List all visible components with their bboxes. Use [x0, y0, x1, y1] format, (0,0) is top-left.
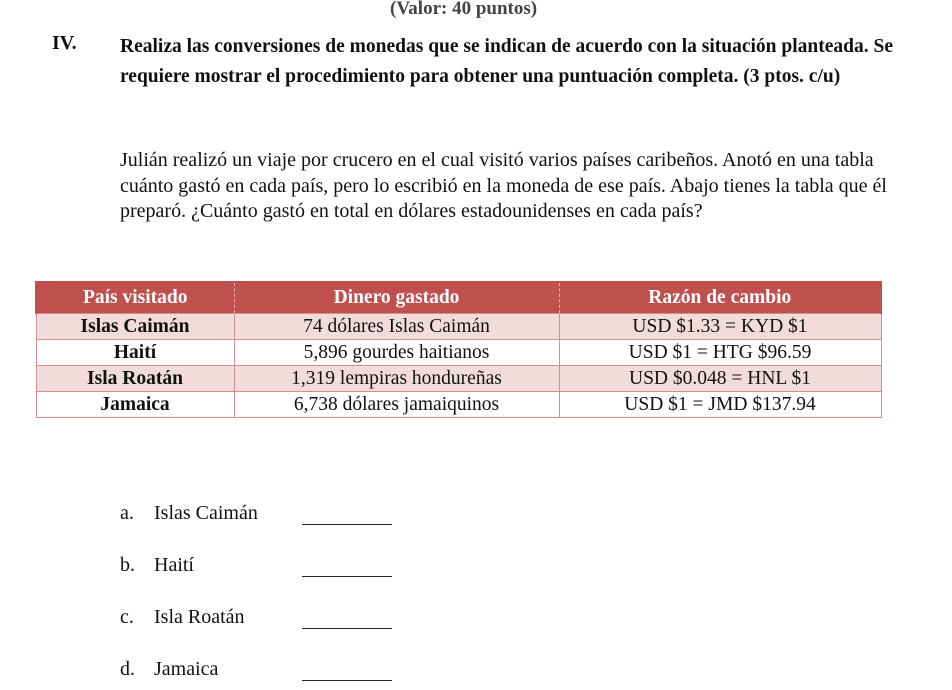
- points-value: (Valor: 40 puntos): [390, 0, 538, 19]
- spent-cell: 1,319 lempiras hondureñas: [234, 366, 559, 392]
- answer-label: Jamaica: [154, 658, 219, 680]
- answer-blank-line[interactable]: [302, 606, 392, 629]
- section-instructions: Realiza las conversiones de monedas que se indican de acuerdo con la situación planteada. Se requiere mostrar el procedimiento para obtener una puntuación completa. (3 ptos. c/u): [120, 36, 893, 87]
- table-row: [36, 340, 881, 366]
- column-header-country: País visitado: [36, 282, 234, 314]
- answer-blank-line[interactable]: [302, 502, 392, 525]
- answer-letter: c.: [120, 606, 134, 628]
- answer-item: [120, 658, 420, 684]
- answer-blank-line[interactable]: [302, 658, 392, 681]
- column-header-rate: Razón de cambio: [559, 282, 881, 314]
- table-row: [36, 314, 881, 340]
- answer-item: [120, 606, 420, 632]
- country-cell: Haití: [36, 340, 234, 366]
- spent-cell: 5,896 gourdes haitianos: [234, 340, 559, 366]
- section-number: IV.: [52, 32, 77, 54]
- country-cell: Islas Caimán: [36, 314, 234, 340]
- answer-letter: a.: [120, 502, 134, 524]
- table-row: [36, 392, 881, 418]
- rate-cell: USD $0.048 = HNL $1: [559, 366, 881, 392]
- table-header-row: [36, 282, 881, 314]
- answer-item: [120, 502, 420, 528]
- answer-label: Islas Caimán: [154, 502, 258, 524]
- country-cell: Jamaica: [36, 392, 234, 418]
- rate-cell: USD $1 = HTG $96.59: [559, 340, 881, 366]
- answer-letter: d.: [120, 658, 135, 680]
- answer-letter: b.: [120, 554, 135, 576]
- spent-cell: 74 dólares Islas Caimán: [234, 314, 559, 340]
- rate-cell: USD $1.33 = KYD $1: [559, 314, 881, 340]
- answer-item: [120, 554, 420, 580]
- column-header-spent: Dinero gastado: [234, 282, 559, 314]
- answer-label: Haití: [154, 554, 194, 576]
- problem-scenario: Julián realizó un viaje por crucero en el cual visitó varios países caribeños. Anotó en una tabla cuánto gastó en cada país, pero lo escribió en la moneda de ese país. Abajo tienes la tabla que él preparó. ¿Cuánto gastó en total en dólares estadounidenses en cada país?: [120, 149, 887, 222]
- country-cell: Isla Roatán: [36, 366, 234, 392]
- answer-blank-line[interactable]: [302, 554, 392, 577]
- answer-label: Isla Roatán: [154, 606, 245, 628]
- rate-cell: USD $1 = JMD $137.94: [559, 392, 881, 418]
- exchange-rate-table: [35, 281, 882, 418]
- spent-cell: 6,738 dólares jamaiquinos: [234, 392, 559, 418]
- table-row: [36, 366, 881, 392]
